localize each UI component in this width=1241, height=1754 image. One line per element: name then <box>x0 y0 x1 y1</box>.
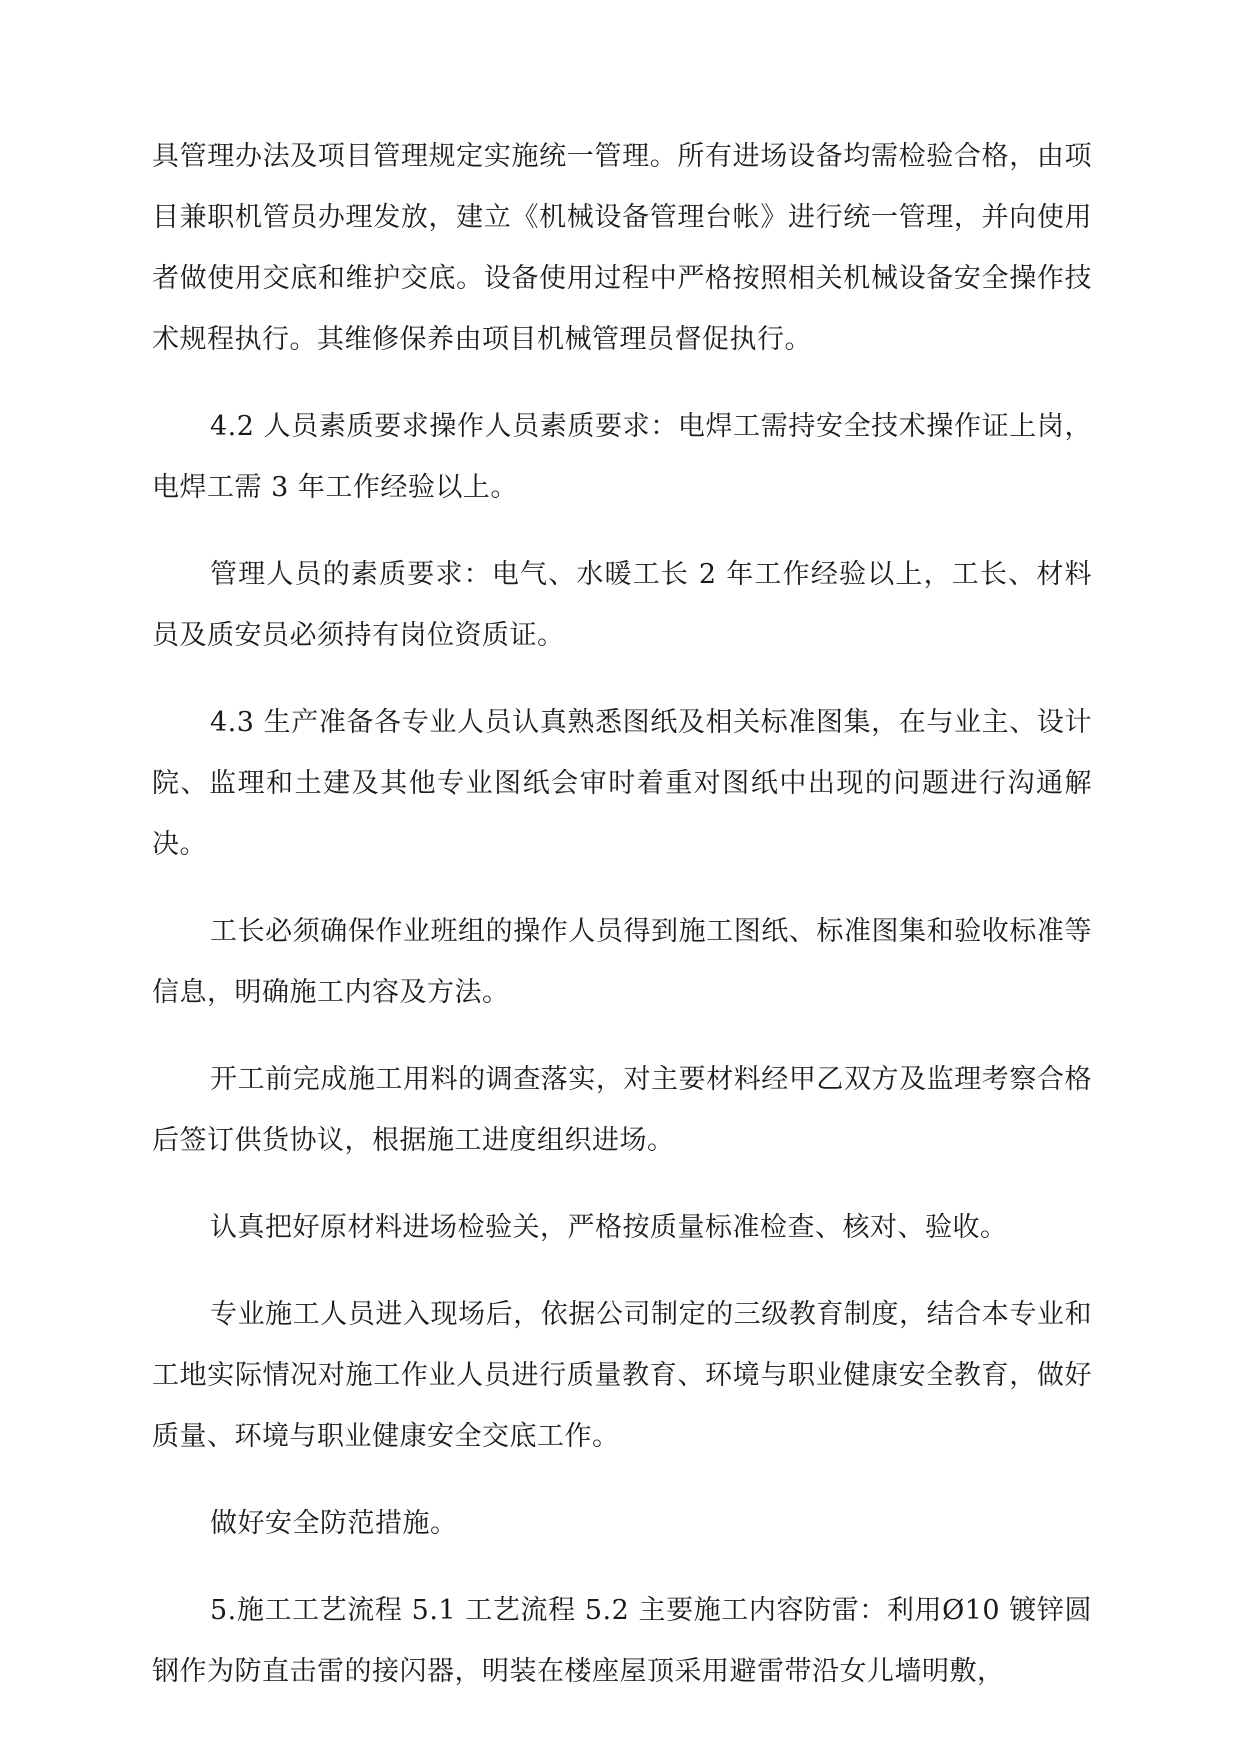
paragraph-material-inspection: 认真把好原材料进场检验关，严格按质量标准检查、核对、验收。 <box>210 1212 1008 1243</box>
document-page <box>152 126 1092 1728</box>
paragraph-construction-process: 5.施工工艺流程 5.1 工艺流程 5.2 主要施工内容防雷：利用Ø10 镀锌圆钢作为防直击雷的接闪器，明装在楼座屋顶采用避雷带沿女儿墙明敷， <box>152 1595 1092 1687</box>
paragraph-material-survey: 开工前完成施工用料的调查落实，对主要材料经甲乙双方及监理考察合格后签订供货协议，根据施工进度组织进场。 <box>152 1064 1092 1156</box>
paragraph-production-preparation: 4.3 生产准备各专业人员认真熟悉图纸及相关标准图集，在与业主、设计院、监理和土建及其他专业图纸会审时着重对图纸中出现的问题进行沟通解决。 <box>152 707 1092 860</box>
paragraph-safety-measures: 做好安全防范措施。 <box>210 1508 458 1539</box>
paragraph-equipment-management: 具管理办法及项目管理规定实施统一管理。所有进场设备均需检验合格，由项目兼职机管员办理发放，建立《机械设备管理台帐》进行统一管理，并向使用者做使用交底和维护交底。设备使用过程中严格按照相关机械设备安全操作技术规程执行。其维修保养由项目机械管理员督促执行。 <box>152 141 1092 355</box>
paragraph-management-requirements: 管理人员的素质要求：电气、水暖工长 2 年工作经验以上，工长、材料员及质安员必须持有岗位资质证。 <box>152 559 1092 651</box>
paragraph-foreman-duties: 工长必须确保作业班组的操作人员得到施工图纸、标准图集和验收标准等信息，明确施工内容及方法。 <box>152 916 1092 1008</box>
paragraph-personnel-requirements: 4.2 人员素质要求操作人员素质要求：电焊工需持安全技术操作证上岗，电焊工需 3 年工作经验以上。 <box>152 411 1092 503</box>
paragraph-safety-education: 专业施工人员进入现场后，依据公司制定的三级教育制度，结合本专业和工地实际情况对施工作业人员进行质量教育、环境与职业健康安全教育，做好质量、环境与职业健康安全交底工作。 <box>152 1299 1092 1452</box>
